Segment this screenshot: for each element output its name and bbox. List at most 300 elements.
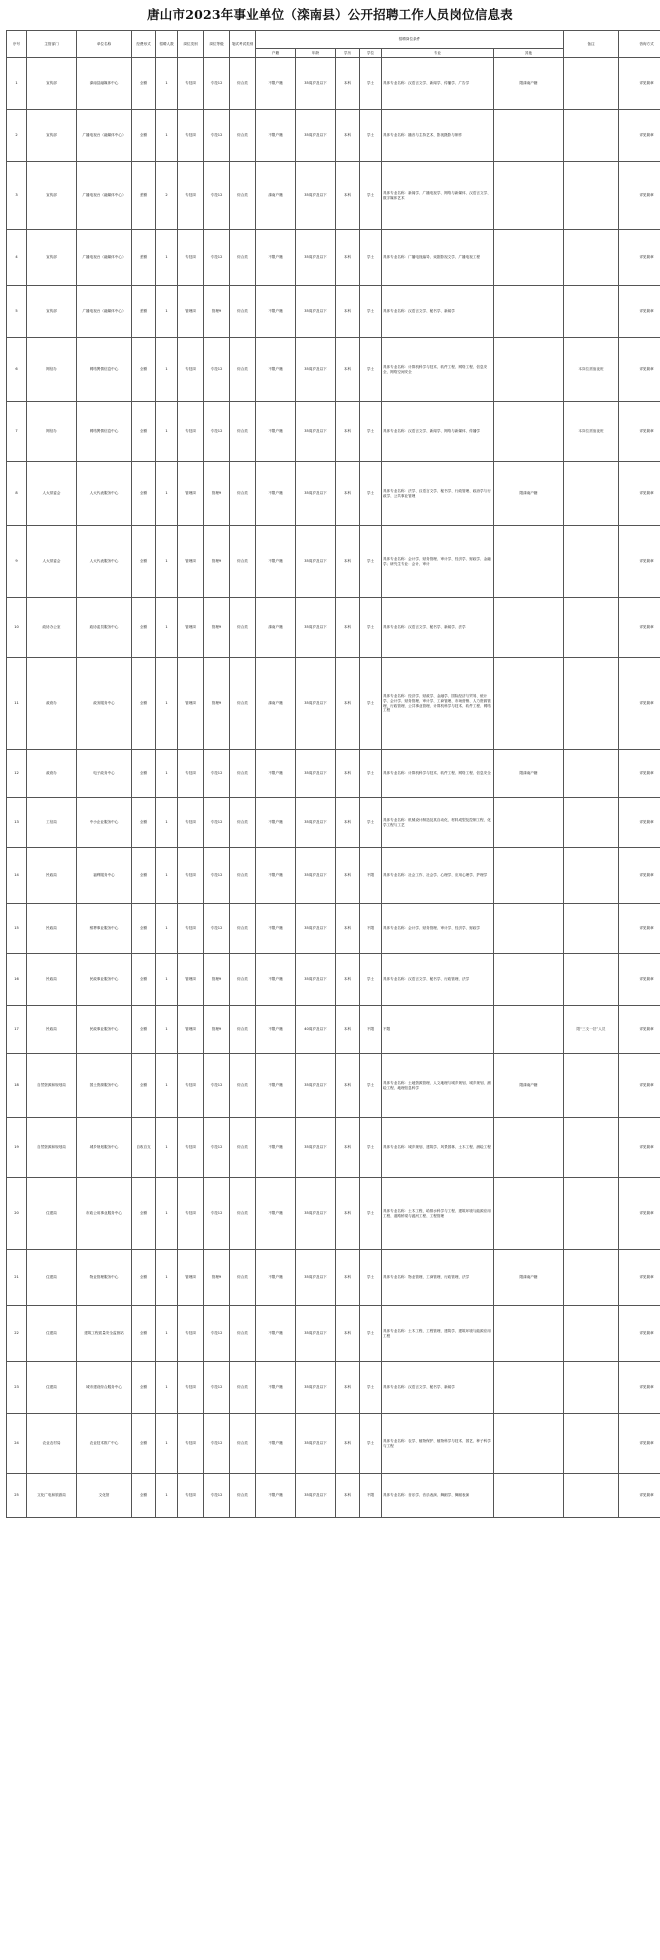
- cell-unit: 广播电视台（融媒体中心）: [77, 286, 132, 338]
- cell-edu: 本科: [336, 1178, 360, 1250]
- cell-funding: 全额: [132, 110, 156, 162]
- cell-age: 35周岁及以下: [296, 286, 336, 338]
- cell-seq: 24: [7, 1414, 27, 1474]
- table-row: [7, 750, 660, 798]
- cell-remarks: [564, 526, 619, 598]
- cell-dept: 住建局: [27, 1178, 77, 1250]
- cell-hukou: 不限户籍: [256, 338, 296, 402]
- cell-remarks: [564, 462, 619, 526]
- cell-age: 35周岁及以下: [296, 848, 336, 904]
- cell-hukou: 不限户籍: [256, 1362, 296, 1414]
- cell-remarks: [564, 598, 619, 658]
- cell-unit: 人大代表服务中心: [77, 462, 132, 526]
- cell-dept: 农业农村局: [27, 1414, 77, 1474]
- cell-other: 限滦南户籍: [494, 58, 564, 110]
- cell-remarks: [564, 848, 619, 904]
- header-degree: 学位: [360, 49, 382, 58]
- header-post-level: 岗位等级: [204, 31, 230, 58]
- cell-degree: 学士: [360, 1362, 382, 1414]
- cell-exam: 综合类: [230, 1118, 256, 1178]
- cell-exam: 综合类: [230, 1414, 256, 1474]
- cell-major: 具体专业名称：土木工程、给排水科学与工程、建筑环境与能源应用工程、道路桥梁与渡河工程、工程管理: [382, 1178, 494, 1250]
- cell-count: 1: [156, 110, 178, 162]
- cell-exam: 综合类: [230, 954, 256, 1006]
- cell-edu: 本科: [336, 58, 360, 110]
- cell-post-level: 专技12: [204, 1054, 230, 1118]
- cell-seq: 21: [7, 1250, 27, 1306]
- cell-major: 具体专业名称：城乡规划、建筑学、风景园林、土木工程、测绘工程: [382, 1118, 494, 1178]
- cell-degree: 学士: [360, 798, 382, 848]
- cell-funding: 全额: [132, 1474, 156, 1518]
- cell-dept: 住建局: [27, 1362, 77, 1414]
- cell-major: 具体专业名称：广播电视编导、戏剧影视文学、广播电视工程: [382, 230, 494, 286]
- cell-remarks: [564, 230, 619, 286]
- table-row: [7, 954, 660, 1006]
- cell-edu: 本科: [336, 848, 360, 904]
- table-row: [7, 526, 660, 598]
- cell-post-type: 管理岗: [178, 658, 204, 750]
- cell-post-type: 管理岗: [178, 286, 204, 338]
- cell-major: 具体专业名称：土木工程、工程管理、建筑学、建筑环境与能源应用工程: [382, 1306, 494, 1362]
- cell-major: 具体专业名称：播音与主持艺术、影视摄影与制作: [382, 110, 494, 162]
- header-edu: 学历: [336, 49, 360, 58]
- cell-count: 2: [156, 162, 178, 230]
- cell-post-type: 专技岗: [178, 58, 204, 110]
- cell-edu: 本科: [336, 1006, 360, 1054]
- cell-post-type: 专技岗: [178, 162, 204, 230]
- cell-seq: 11: [7, 658, 27, 750]
- cell-exam: 综合类: [230, 904, 256, 954]
- header-conditions: 招聘岗位条件: [256, 31, 564, 49]
- cell-post-level: 专技12: [204, 1306, 230, 1362]
- cell-funding: 全额: [132, 462, 156, 526]
- cell-age: 35周岁及以下: [296, 750, 336, 798]
- cell-seq: 3: [7, 162, 27, 230]
- cell-post-level: 专技12: [204, 1118, 230, 1178]
- cell-post-type: 管理岗: [178, 598, 204, 658]
- cell-unit: 人大代表服务中心: [77, 526, 132, 598]
- cell-dept: 住建局: [27, 1306, 77, 1362]
- cell-contact: 详见简章: [619, 230, 660, 286]
- cell-count: 1: [156, 1118, 178, 1178]
- cell-count: 1: [156, 904, 178, 954]
- cell-other: 限滦南户籍: [494, 462, 564, 526]
- cell-degree: 学士: [360, 286, 382, 338]
- table-row: [7, 58, 660, 110]
- cell-post-type: 专技岗: [178, 1414, 204, 1474]
- cell-degree: 学士: [360, 526, 382, 598]
- cell-hukou: 不限户籍: [256, 462, 296, 526]
- cell-funding: 全额: [132, 1178, 156, 1250]
- cell-contact: 详见简章: [619, 1306, 660, 1362]
- cell-count: 1: [156, 286, 178, 338]
- cell-post-level: 管理9: [204, 598, 230, 658]
- cell-post-type: 专技岗: [178, 1306, 204, 1362]
- cell-count: 1: [156, 848, 178, 904]
- cell-funding: 全额: [132, 904, 156, 954]
- cell-hukou: 滦南户籍: [256, 598, 296, 658]
- table-row: [7, 462, 660, 526]
- cell-major: 具体专业名称：物业管理、工商管理、行政管理、法学: [382, 1250, 494, 1306]
- header-funding: 经费形式: [132, 31, 156, 58]
- cell-seq: 5: [7, 286, 27, 338]
- cell-unit: 物业管理服务中心: [77, 1250, 132, 1306]
- cell-exam: 综合类: [230, 1250, 256, 1306]
- cell-count: 1: [156, 1474, 178, 1518]
- cell-remarks: [564, 162, 619, 230]
- header-dept: 主管部门: [27, 31, 77, 58]
- cell-age: 35周岁及以下: [296, 58, 336, 110]
- cell-contact: 详见简章: [619, 338, 660, 402]
- cell-dept: 政府办: [27, 750, 77, 798]
- cell-count: 1: [156, 1006, 178, 1054]
- cell-exam: 综合类: [230, 848, 256, 904]
- cell-edu: 本科: [336, 798, 360, 848]
- cell-hukou: 不限户籍: [256, 750, 296, 798]
- cell-edu: 本科: [336, 462, 360, 526]
- cell-contact: 详见简章: [619, 598, 660, 658]
- cell-hukou: 不限户籍: [256, 848, 296, 904]
- cell-remarks: [564, 1414, 619, 1474]
- cell-seq: 9: [7, 526, 27, 598]
- cell-seq: 13: [7, 798, 27, 848]
- table-row: [7, 1118, 660, 1178]
- cell-post-type: 专技岗: [178, 402, 204, 462]
- cell-seq: 7: [7, 402, 27, 462]
- cell-hukou: 不限户籍: [256, 1006, 296, 1054]
- cell-funding: 全额: [132, 954, 156, 1006]
- cell-unit: 市政公用事业服务中心: [77, 1178, 132, 1250]
- header-other: 其他: [494, 49, 564, 58]
- cell-degree: 学士: [360, 58, 382, 110]
- cell-age: 35周岁及以下: [296, 462, 336, 526]
- cell-funding: 全额: [132, 1250, 156, 1306]
- cell-other: [494, 1118, 564, 1178]
- cell-unit: 文化馆: [77, 1474, 132, 1518]
- cell-other: [494, 1006, 564, 1054]
- cell-remarks: [564, 110, 619, 162]
- cell-seq: 20: [7, 1178, 27, 1250]
- cell-remarks: [564, 1178, 619, 1250]
- cell-degree: 学士: [360, 1118, 382, 1178]
- cell-contact: 详见简章: [619, 798, 660, 848]
- cell-hukou: 不限户籍: [256, 1054, 296, 1118]
- cell-degree: 不限: [360, 1474, 382, 1518]
- cell-post-level: 专技12: [204, 230, 230, 286]
- cell-post-type: 管理岗: [178, 526, 204, 598]
- cell-exam: 综合类: [230, 402, 256, 462]
- cell-unit: 城乡规划服务中心: [77, 1118, 132, 1178]
- cell-unit: 广播电视台（融媒体中心）: [77, 110, 132, 162]
- header-hukou: 户籍: [256, 49, 296, 58]
- cell-remarks: [564, 286, 619, 338]
- cell-post-type: 管理岗: [178, 1006, 204, 1054]
- page-title: 唐山市2023年事业单位（滦南县）公开招聘工作人员岗位信息表: [147, 7, 513, 22]
- cell-hukou: 不限户籍: [256, 230, 296, 286]
- header-exam: 笔试考试类别: [230, 31, 256, 58]
- cell-hukou: 不限户籍: [256, 1250, 296, 1306]
- cell-post-level: 专技12: [204, 1474, 230, 1518]
- table-row: [7, 110, 660, 162]
- cell-age: 35周岁及以下: [296, 1362, 336, 1414]
- cell-dept: 网信办: [27, 402, 77, 462]
- cell-funding: 全额: [132, 1006, 156, 1054]
- cell-edu: 本科: [336, 750, 360, 798]
- table-row: [7, 230, 660, 286]
- cell-seq: 1: [7, 58, 27, 110]
- cell-seq: 6: [7, 338, 27, 402]
- cell-degree: 学士: [360, 598, 382, 658]
- cell-other: [494, 1414, 564, 1474]
- cell-major: 具体专业名称：汉语言文学、秘书学、行政管理、法学: [382, 954, 494, 1006]
- cell-seq: 25: [7, 1474, 27, 1518]
- cell-contact: 详见简章: [619, 1362, 660, 1414]
- header-seq: 序号: [7, 31, 27, 58]
- cell-age: 35周岁及以下: [296, 162, 336, 230]
- table-row: [7, 402, 660, 462]
- cell-dept: 宣传部: [27, 58, 77, 110]
- cell-edu: 本科: [336, 1054, 360, 1118]
- cell-funding: 自收自支: [132, 1118, 156, 1178]
- cell-exam: 综合类: [230, 1474, 256, 1518]
- cell-remarks: [564, 1362, 619, 1414]
- cell-dept: 宣传部: [27, 286, 77, 338]
- cell-post-type: 专技岗: [178, 230, 204, 286]
- cell-degree: 学士: [360, 1414, 382, 1474]
- cell-post-type: 专技岗: [178, 338, 204, 402]
- cell-exam: 综合类: [230, 230, 256, 286]
- cell-degree: 学士: [360, 338, 382, 402]
- cell-post-level: 专技12: [204, 1178, 230, 1250]
- cell-age: 35周岁及以下: [296, 598, 336, 658]
- cell-edu: 本科: [336, 904, 360, 954]
- cell-count: 1: [156, 230, 178, 286]
- cell-dept: 自然资源和规划局: [27, 1054, 77, 1118]
- cell-exam: 综合类: [230, 162, 256, 230]
- cell-funding: 全额: [132, 598, 156, 658]
- cell-hukou: 滦南户籍: [256, 658, 296, 750]
- cell-dept: 政府办: [27, 658, 77, 750]
- cell-seq: 15: [7, 904, 27, 954]
- cell-major: 具体专业名称：汉语言文学、新闻学、网络与新媒体、传播学: [382, 402, 494, 462]
- cell-hukou: 不限户籍: [256, 1306, 296, 1362]
- cell-contact: 详见简章: [619, 658, 660, 750]
- cell-degree: 学士: [360, 110, 382, 162]
- cell-seq: 22: [7, 1306, 27, 1362]
- cell-exam: 综合类: [230, 462, 256, 526]
- cell-major: 具体专业名称：汉语言文学、秘书学、新闻学: [382, 286, 494, 338]
- cell-funding: 全额: [132, 402, 156, 462]
- header-unit: 单位名称: [77, 31, 132, 58]
- cell-post-level: 管理9: [204, 286, 230, 338]
- cell-hukou: 不限户籍: [256, 1178, 296, 1250]
- cell-hukou: 不限户籍: [256, 58, 296, 110]
- cell-contact: 详见简章: [619, 904, 660, 954]
- cell-dept: 人大常委会: [27, 526, 77, 598]
- cell-post-level: 专技12: [204, 162, 230, 230]
- cell-degree: 学士: [360, 230, 382, 286]
- cell-count: 1: [156, 526, 178, 598]
- cell-edu: 本科: [336, 1414, 360, 1474]
- cell-funding: 全额: [132, 1414, 156, 1474]
- cell-major: 不限: [382, 1006, 494, 1054]
- cell-major: 具体专业名称：汉语言文学、秘书学、新闻学、法学: [382, 598, 494, 658]
- cell-age: 35周岁及以下: [296, 1306, 336, 1362]
- cell-major: 具体专业名称：社会工作、社会学、心理学、应用心理学、护理学: [382, 848, 494, 904]
- cell-count: 1: [156, 1250, 178, 1306]
- cell-other: [494, 110, 564, 162]
- cell-unit: 电子政务中心: [77, 750, 132, 798]
- cell-age: 35周岁及以下: [296, 798, 336, 848]
- cell-degree: 不限: [360, 1006, 382, 1054]
- cell-edu: 本科: [336, 954, 360, 1006]
- cell-remarks: [564, 954, 619, 1006]
- cell-hukou: 不限户籍: [256, 1474, 296, 1518]
- cell-other: [494, 286, 564, 338]
- cell-post-level: 专技12: [204, 110, 230, 162]
- cell-age: 35周岁及以下: [296, 1118, 336, 1178]
- header-count: 招聘人数: [156, 31, 178, 58]
- cell-dept: 住建局: [27, 1250, 77, 1306]
- cell-degree: 学士: [360, 402, 382, 462]
- cell-age: 35周岁及以下: [296, 338, 336, 402]
- cell-edu: 本科: [336, 1306, 360, 1362]
- cell-remarks: [564, 904, 619, 954]
- cell-major: 具体专业名称：土地资源管理、人文地理与城乡规划、城乡规划、测绘工程、地理信息科学: [382, 1054, 494, 1118]
- header-major: 专业: [382, 49, 494, 58]
- cell-dept: 人大常委会: [27, 462, 77, 526]
- cell-major: 具体专业名称：会计学、财务管理、审计学、经济学、财政学: [382, 904, 494, 954]
- cell-age: 35周岁及以下: [296, 954, 336, 1006]
- cell-other: [494, 904, 564, 954]
- cell-count: 1: [156, 750, 178, 798]
- cell-unit: 民政事业服务中心: [77, 1006, 132, 1054]
- cell-contact: 详见简章: [619, 1474, 660, 1518]
- cell-age: 35周岁及以下: [296, 658, 336, 750]
- cell-edu: 本科: [336, 658, 360, 750]
- cell-post-type: 专技岗: [178, 750, 204, 798]
- table-row: [7, 1362, 660, 1414]
- cell-seq: 10: [7, 598, 27, 658]
- cell-hukou: 不限户籍: [256, 526, 296, 598]
- cell-other: 限滦南户籍: [494, 1054, 564, 1118]
- cell-count: 1: [156, 1306, 178, 1362]
- cell-remarks: [564, 1474, 619, 1518]
- cell-contact: 详见简章: [619, 58, 660, 110]
- cell-major: 具体专业名称：计算机科学与技术、软件工程、网络工程、信息安全: [382, 750, 494, 798]
- cell-post-level: 管理9: [204, 1250, 230, 1306]
- cell-other: [494, 954, 564, 1006]
- cell-remarks: [564, 658, 619, 750]
- cell-edu: 本科: [336, 526, 360, 598]
- cell-exam: 综合类: [230, 1362, 256, 1414]
- cell-post-level: 管理9: [204, 526, 230, 598]
- cell-contact: 详见简章: [619, 1118, 660, 1178]
- cell-exam: 综合类: [230, 598, 256, 658]
- table-row: [7, 338, 660, 402]
- cell-funding: 差额: [132, 230, 156, 286]
- cell-other: [494, 1474, 564, 1518]
- cell-age: 35周岁及以下: [296, 110, 336, 162]
- cell-unit: 广播电视台（融媒体中心）: [77, 230, 132, 286]
- cell-unit: 城市建设综合服务中心: [77, 1362, 132, 1414]
- cell-age: 35周岁及以下: [296, 402, 336, 462]
- cell-post-type: 专技岗: [178, 1178, 204, 1250]
- cell-hukou: 不限户籍: [256, 798, 296, 848]
- cell-degree: 学士: [360, 954, 382, 1006]
- cell-funding: 全额: [132, 1054, 156, 1118]
- cell-hukou: 不限户籍: [256, 904, 296, 954]
- cell-post-level: 专技12: [204, 750, 230, 798]
- cell-contact: 详见简章: [619, 1178, 660, 1250]
- cell-exam: 综合类: [230, 110, 256, 162]
- cell-edu: 本科: [336, 230, 360, 286]
- cell-unit: 网络舆情信息中心: [77, 338, 132, 402]
- cell-degree: 学士: [360, 658, 382, 750]
- cell-major: 具体专业名称：会计学、财务管理、审计学、经济学、财政学、金融学；研究生专业：会计、审计: [382, 526, 494, 598]
- header-post-type: 岗位类别: [178, 31, 204, 58]
- cell-count: 1: [156, 402, 178, 462]
- cell-unit: 农业技术推广中心: [77, 1414, 132, 1474]
- cell-post-level: 专技12: [204, 904, 230, 954]
- cell-unit: 民政事业服务中心: [77, 954, 132, 1006]
- cell-post-type: 管理岗: [178, 954, 204, 1006]
- cell-remarks: [564, 1118, 619, 1178]
- cell-dept: 政协办公室: [27, 598, 77, 658]
- cell-count: 1: [156, 338, 178, 402]
- table-row: [7, 904, 660, 954]
- cell-other: [494, 402, 564, 462]
- cell-contact: 详见简章: [619, 286, 660, 338]
- cell-edu: 本科: [336, 286, 360, 338]
- cell-edu: 本科: [336, 1250, 360, 1306]
- cell-seq: 12: [7, 750, 27, 798]
- cell-major: 具体专业名称：法学、汉语言文学、秘书学、行政管理、政治学与行政学、公共事业管理: [382, 462, 494, 526]
- cell-dept: 网信办: [27, 338, 77, 402]
- cell-hukou: 不限户籍: [256, 286, 296, 338]
- cell-degree: 学士: [360, 162, 382, 230]
- cell-contact: 详见简章: [619, 110, 660, 162]
- cell-funding: 全额: [132, 750, 156, 798]
- cell-exam: 综合类: [230, 338, 256, 402]
- cell-contact: 详见简章: [619, 954, 660, 1006]
- cell-other: 限滦南户籍: [494, 750, 564, 798]
- cell-count: 1: [156, 462, 178, 526]
- cell-edu: 本科: [336, 1362, 360, 1414]
- cell-contact: 详见简章: [619, 1414, 660, 1474]
- cell-contact: 详见简章: [619, 1006, 660, 1054]
- cell-post-type: 专技岗: [178, 1362, 204, 1414]
- table-row: [7, 1054, 660, 1118]
- cell-count: 1: [156, 1362, 178, 1414]
- cell-age: 35周岁及以下: [296, 1250, 336, 1306]
- cell-degree: 学士: [360, 462, 382, 526]
- cell-degree: 学士: [360, 1054, 382, 1118]
- cell-dept: 民政局: [27, 954, 77, 1006]
- cell-dept: 民政局: [27, 904, 77, 954]
- cell-remarks: [564, 750, 619, 798]
- cell-seq: 17: [7, 1006, 27, 1054]
- cell-count: 1: [156, 598, 178, 658]
- cell-contact: 详见简章: [619, 1054, 660, 1118]
- cell-post-level: 专技12: [204, 798, 230, 848]
- cell-major: 具体专业名称：计算机科学与技术、软件工程、网络工程、信息安全、网络空间安全: [382, 338, 494, 402]
- table-row: [7, 1474, 660, 1518]
- cell-remarks: [564, 1250, 619, 1306]
- cell-count: 1: [156, 1178, 178, 1250]
- cell-seq: 8: [7, 462, 27, 526]
- cell-major: 具体专业名称：机械设计制造及其自动化、材料成型及控制工程、化学工程与工艺: [382, 798, 494, 848]
